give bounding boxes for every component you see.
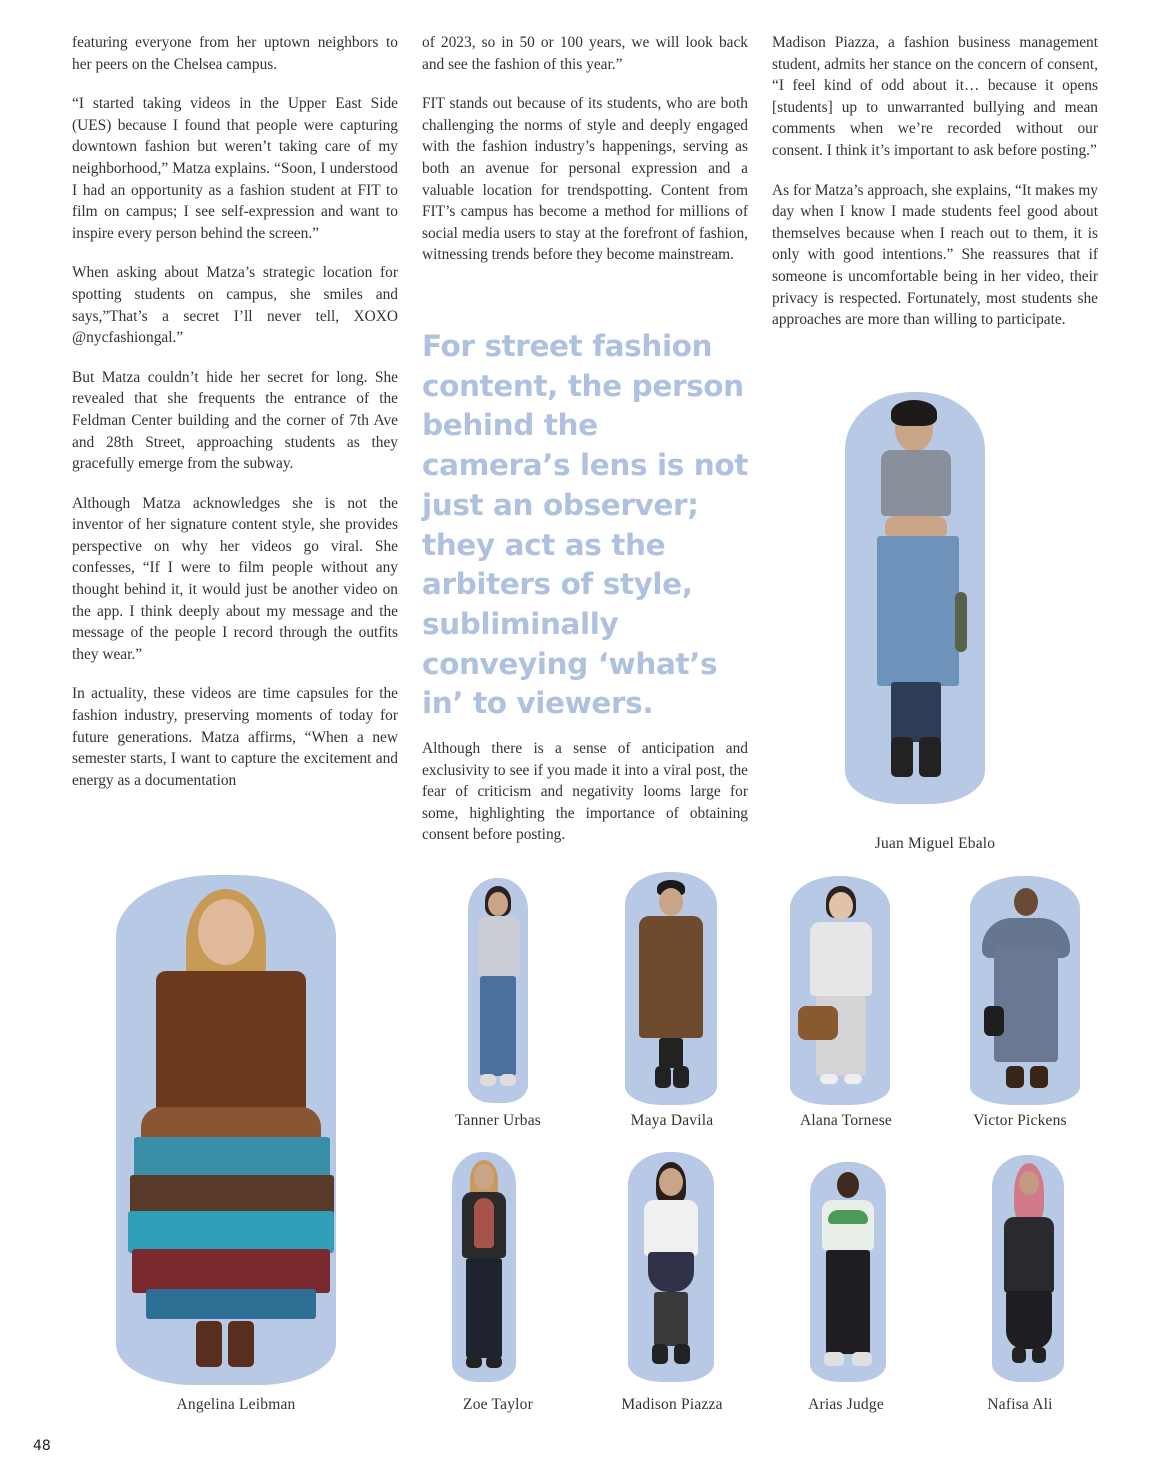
paragraph: But Matza couldn’t hide her secret for long. She revealed that she frequents the entrance of the Feldman Center building and the corner of 7th Ave and 28th Street, approaching students as they gracefully emerge from the subway. (72, 368, 398, 473)
paragraph: Madison Piazza, a fashion business management student, admits her stance on the concern of consent, “I feel kind of odd about it… because it opens [students] up to unwarranted bullying and mean comments when we’re recorded without our consent. I think it’s important to ask before posting.” (772, 34, 1098, 159)
paragraph: FIT stands out because of its students, who are both challenging the norms of style and deeply engaged with the fashion industry’s happenings, serving as both an avenue for personal expression and a valuable location for trendspotting. Content from FIT’s campus has become a method for millions of social media users to stay at the forefront of fashion, witnessing trends before they become mainstream. (422, 95, 748, 264)
article-column-1 (72, 32, 398, 809)
caption-juan-miguel-ebalo: Juan Miguel Ebalo (874, 835, 996, 852)
paragraph: featuring everyone from her uptown neighbors to her peers on the Chelsea campus. (72, 34, 398, 73)
caption-zoe-taylor: Zoe Taylor (463, 1396, 533, 1413)
caption-alana-tornese: Alana Tornese (799, 1112, 893, 1129)
photo-juan-miguel-ebalo (845, 392, 985, 804)
paragraph: of 2023, so in 50 or 100 years, we will look back and see the fashion of this year.” (422, 34, 748, 73)
caption-angelina-leibman: Angelina Leibman (176, 1396, 296, 1413)
caption-arias-judge: Arias Judge (808, 1396, 884, 1413)
photo-zoe-taylor (452, 1152, 516, 1382)
photo-maya-davila (625, 872, 717, 1105)
photo-victor-pickens (970, 876, 1080, 1105)
photo-nafisa-ali (992, 1155, 1064, 1382)
caption-madison-piazza: Madison Piazza (621, 1396, 723, 1413)
photo-angelina-leibman (86, 875, 371, 1385)
paragraph: “I started taking videos in the Upper East Side (UES) because I found that people were capturing downtown fashion but weren’t taking care of my neighborhood,” Matza explains. “Soon, I understood I had an opportunity as a fashion student at FIT to film on campus; I see self-expression and want to inspire every person behind the screen.” (72, 95, 398, 242)
photo-arias-judge (810, 1162, 886, 1382)
caption-victor-pickens: Victor Pickens (973, 1112, 1067, 1129)
article-column-2-continued (422, 738, 748, 864)
caption-tanner-urbas: Tanner Urbas (454, 1112, 542, 1129)
paragraph: Although there is a sense of anticipation and exclusivity to see if you made it into a viral post, the fear of criticism and negativity looms large for some, highlighting the importance of obtaining consent before posting. (422, 740, 748, 844)
photo-tanner-urbas (468, 878, 528, 1103)
photo-madison-piazza (628, 1152, 714, 1382)
paragraph: As for Matza’s approach, she explains, “It makes my day when I know I made students feel good about themselves because when I reach out to them, it is only with good intentions.” She reassures that if someone is uncomfortable being in her video, their privacy is respected. Fortunately, most students she approaches are more than willing to participate. (772, 181, 1098, 329)
caption-nafisa-ali: Nafisa Ali (987, 1396, 1053, 1413)
paragraph: When asking about Matza’s strategic location for spotting students on campus, she smiles and says,”That’s a secret I’ll never tell, XOXO @nycfashiongal.” (72, 264, 398, 347)
caption-maya-davila: Maya Davila (630, 1112, 714, 1129)
article-column-3 (772, 32, 1098, 349)
paragraph: Although Matza acknowledges she is not the inventor of her signature content style, she provides perspective on why her videos go viral. She confesses, “If I were to film people without any thought behind it, it would just be another video on the app. I think deeply about my message and the message of the people I record through the outfits they wear.” (72, 494, 398, 663)
photo-alana-tornese (790, 876, 890, 1105)
paragraph: In actuality, these videos are time capsules for the fashion industry, preserving moments of today for future generations. Matza affirms, “When a new semester starts, I want to capture the excitement and energy as a documentation (72, 685, 398, 789)
page-number: 48 (33, 1438, 51, 1454)
pull-quote: For street fashion content, the person behind the camera’s lens is not just an observer; they act as the arbiters of style, subliminally conveying ‘what’s in’ to viewers. (422, 329, 748, 721)
article-column-2 (422, 32, 748, 284)
